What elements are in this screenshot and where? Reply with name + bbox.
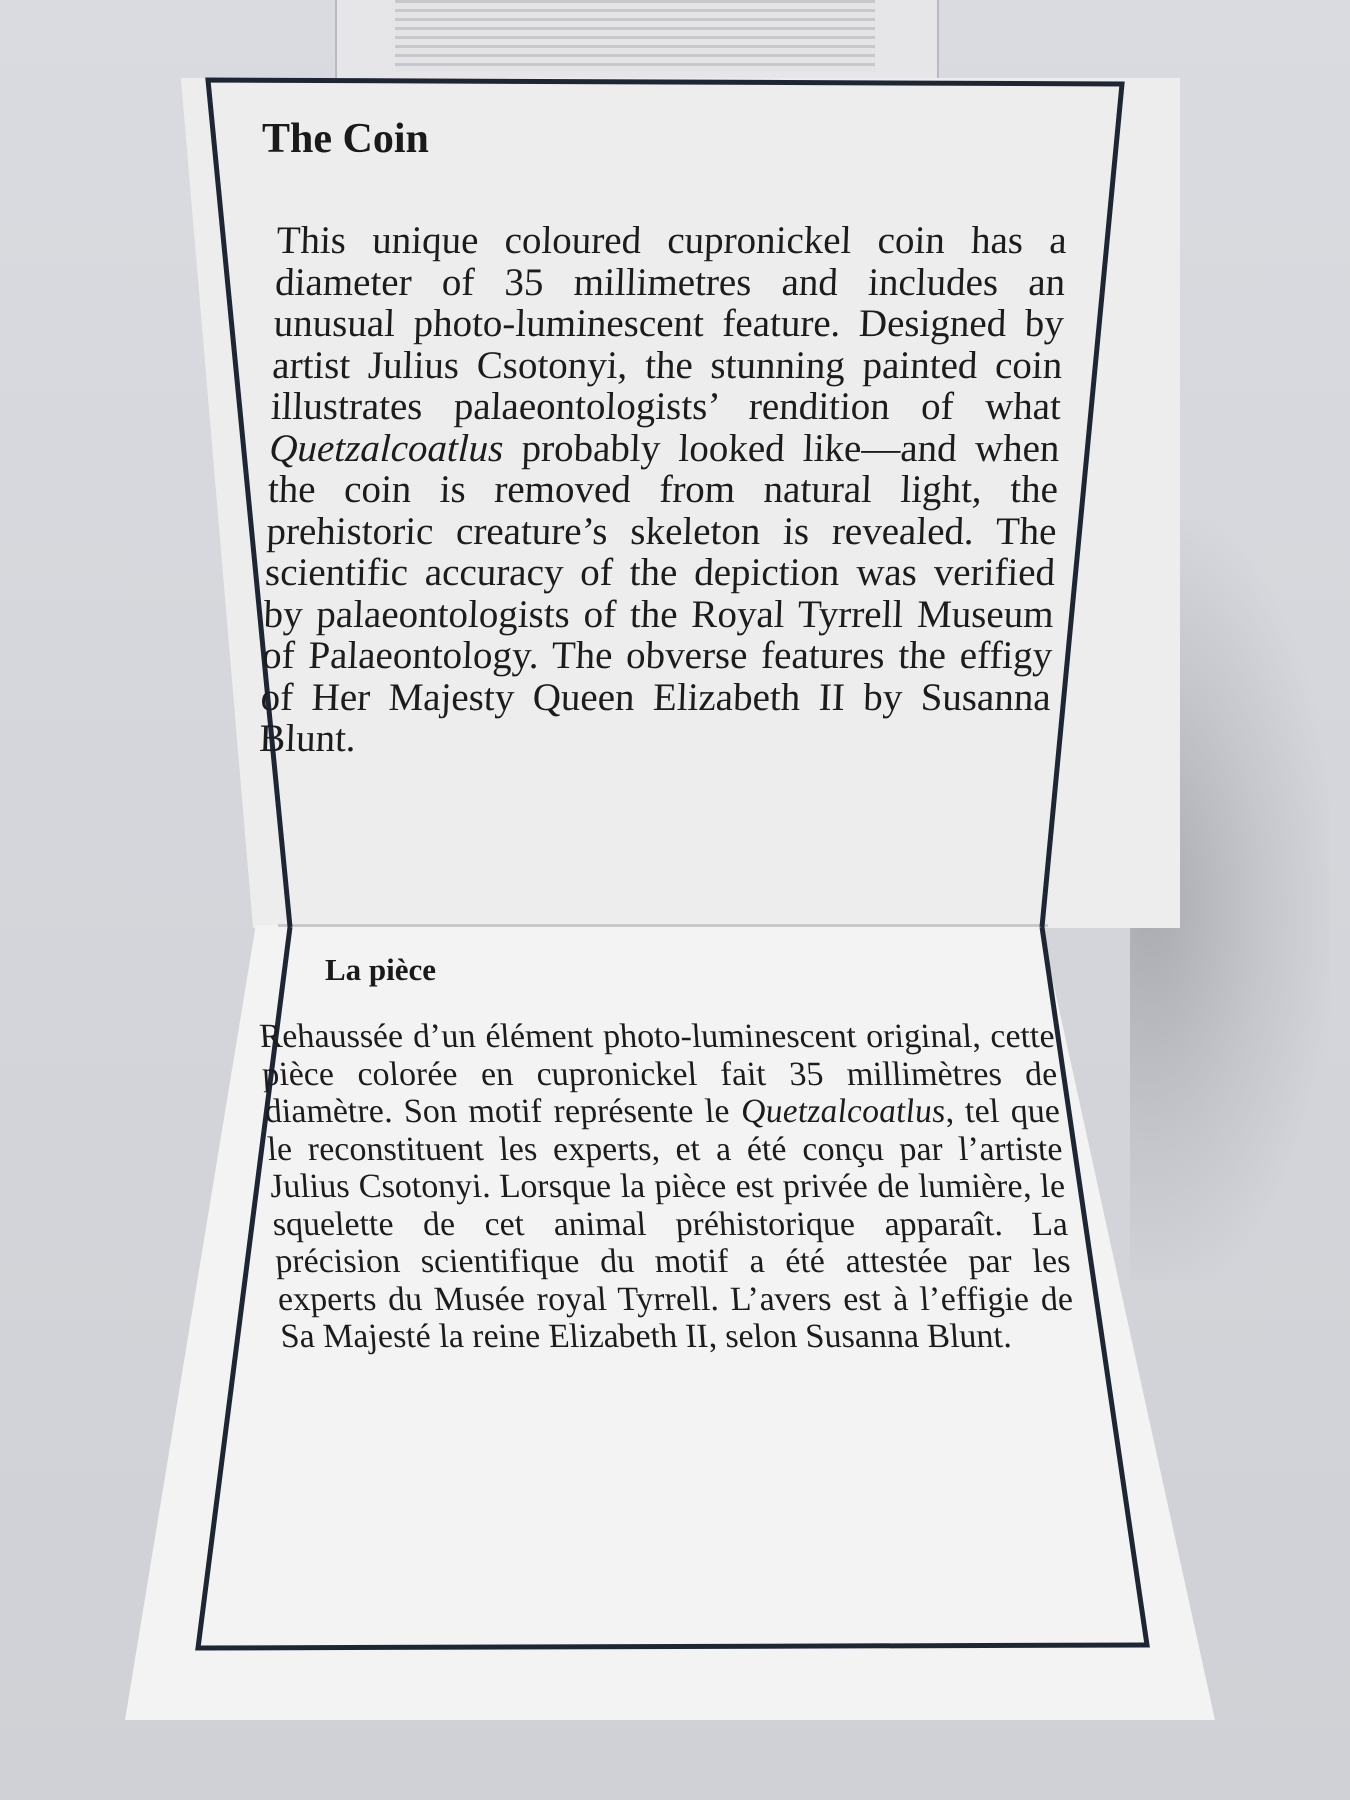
english-paragraph — [259, 220, 1068, 760]
french-text-part-1: Rehaussée d’un élément photo-luminescent original, cette pièce colorée en cupronickel fait 35 millimètres de diamètre. Son motif représente le — [258, 1018, 1059, 1130]
english-text-part-2: probably looked like—and when the coin is removed from natural light, the prehistoric creature’s skeleton is revealed. The scientific accuracy of the depiction was verified by palaeontologists of the Royal Tyrrell Museum of Palaeontology. The obverse features the effigy of Her Majesty Queen Elizabeth II by Susanna Blunt. — [258, 426, 1061, 760]
english-heading: The Coin — [262, 116, 429, 162]
french-heading: La pièce — [325, 952, 437, 987]
french-paragraph — [258, 1018, 1077, 1356]
english-text-part-1: This unique coloured cupronickel coin has a diameter of 35 millimetres and includes an unusual photo-luminescent feature. Designed by artist Julius Csotonyi, the stunning painted coin illustrates palaeontologists’ rendition of what — [270, 219, 1068, 428]
english-italic-term: Quetzalcoatlus — [268, 426, 505, 470]
french-text-part-2: , tel que le reconstituent les experts, et a été conçu par l’artiste Julius Csotonyi. Lorsque la pièce est privée de lumière, le squelette de cet animal préhistorique apparaît. La précision scientifique du motif a été attestée par les experts du Musée royal Tyrrell. L’avers est à l’effigie de Sa Majesté la reine Elizabeth II, selon Susanna Blunt. — [266, 1093, 1075, 1355]
french-italic-term: Quetzalcoatlus — [739, 1093, 947, 1130]
